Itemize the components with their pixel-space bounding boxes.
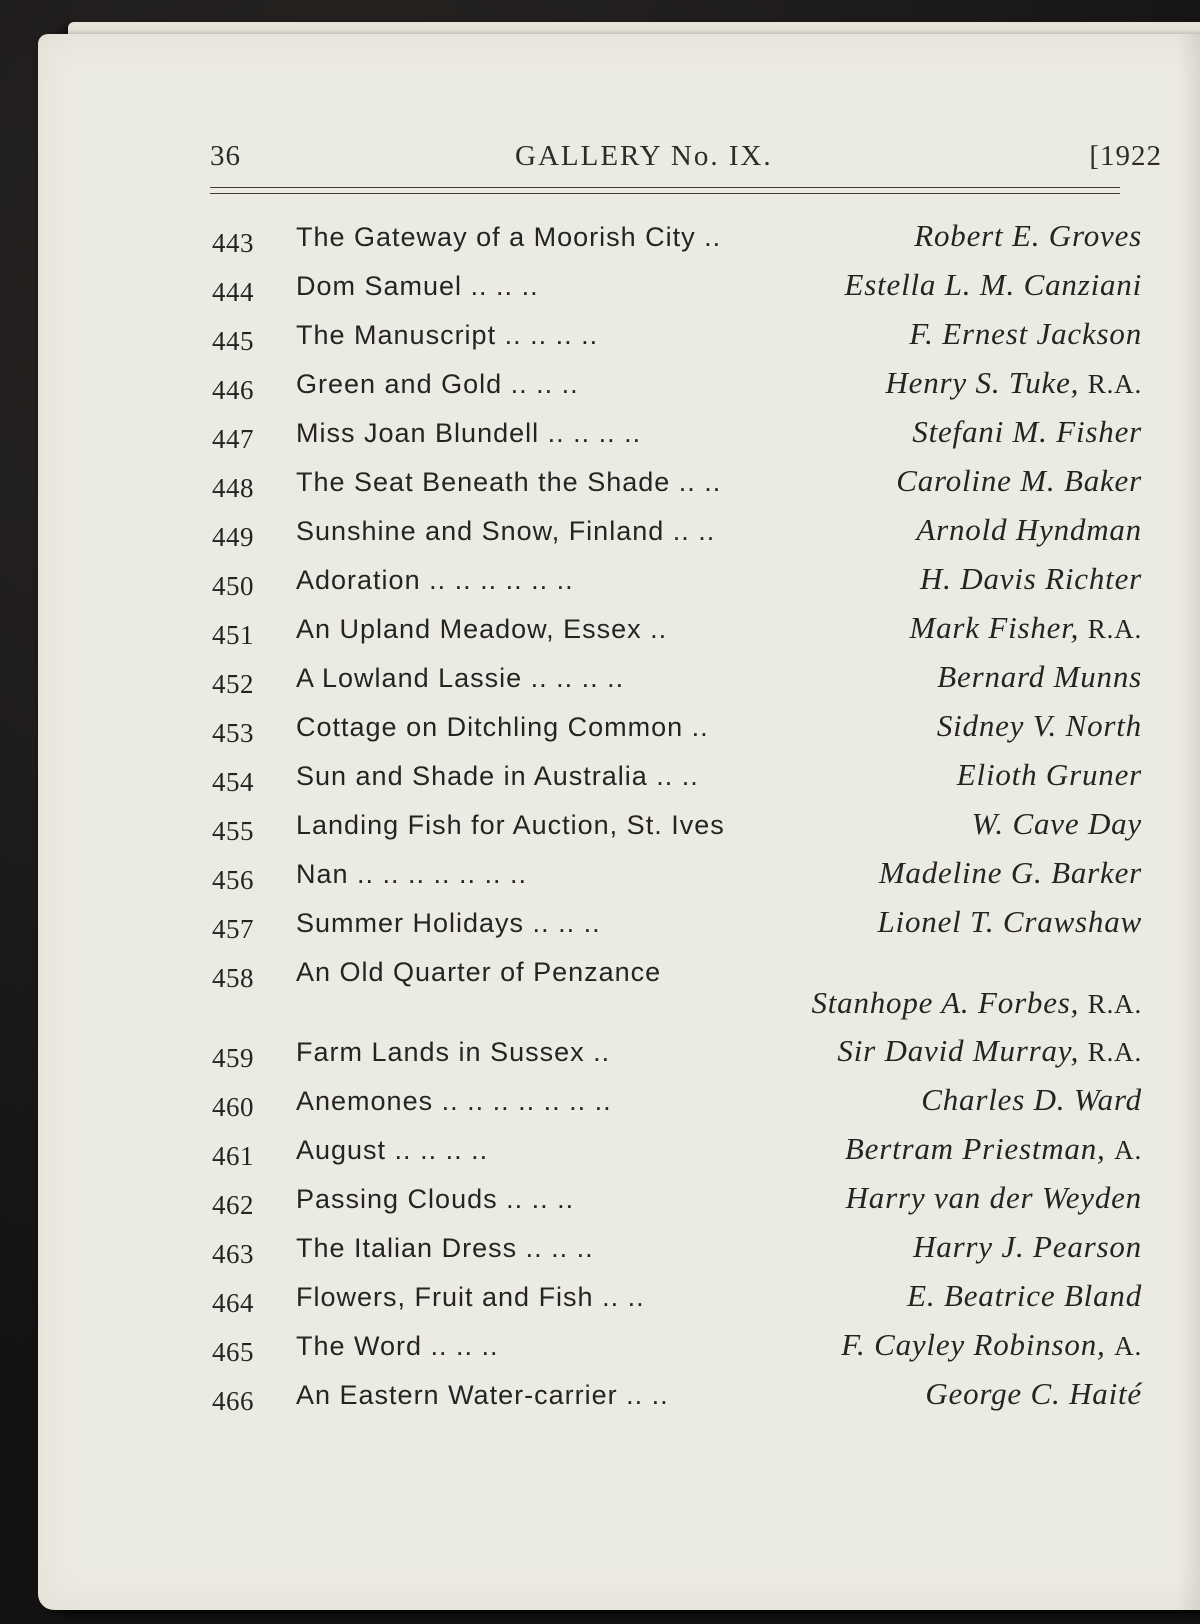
artist-name: F. Ernest Jackson bbox=[909, 316, 1142, 351]
entry-title: A Lowland Lassie .. .. .. .. bbox=[296, 663, 625, 693]
catalogue-entry bbox=[212, 314, 1142, 363]
catalogue-entry bbox=[212, 1276, 1142, 1325]
artist-name: Elioth Gruner bbox=[956, 757, 1142, 792]
artist-name: George C. Haité bbox=[925, 1376, 1142, 1411]
entry-artist bbox=[937, 659, 1142, 695]
artist-name: H. Davis Richter bbox=[919, 561, 1142, 596]
catalogue-entry bbox=[212, 461, 1142, 510]
entry-number: 455 bbox=[212, 816, 254, 846]
entry-artist bbox=[920, 561, 1142, 597]
entry-artist bbox=[957, 757, 1142, 793]
entry-title: Green and Gold .. .. .. bbox=[296, 369, 579, 399]
entry-number: 452 bbox=[212, 669, 254, 699]
entry-number: 456 bbox=[212, 865, 254, 895]
entry-number: 462 bbox=[212, 1190, 254, 1220]
catalogue-entry bbox=[212, 951, 1142, 1031]
artist-name: Harry J. Pearson bbox=[913, 1229, 1142, 1264]
artist-name: Lionel T. Crawshaw bbox=[877, 904, 1142, 939]
entry-title: Nan .. .. .. .. .. .. .. bbox=[296, 859, 528, 889]
artist-honour: R.A. bbox=[1087, 369, 1142, 399]
entry-artist bbox=[914, 218, 1142, 254]
catalogue-entry bbox=[212, 706, 1142, 755]
artist-name: Madeline G. Barker bbox=[878, 855, 1142, 890]
page-number: 36 bbox=[210, 140, 241, 172]
entry-title: Summer Holidays .. .. .. bbox=[296, 908, 601, 938]
catalogue-entry bbox=[212, 1031, 1142, 1080]
artist-honour: A. bbox=[1114, 1331, 1142, 1361]
entry-artist bbox=[909, 610, 1142, 646]
catalogue-entry bbox=[212, 853, 1142, 902]
artist-name: W. Cave Day bbox=[971, 806, 1142, 841]
catalogue-entry bbox=[212, 412, 1142, 461]
catalogue-entry bbox=[212, 1325, 1142, 1374]
artist-honour: A. bbox=[1114, 1135, 1142, 1165]
entry-title: Dom Samuel .. .. .. bbox=[296, 271, 539, 301]
entry-artist bbox=[972, 806, 1142, 842]
entry-title: The Italian Dress .. .. .. bbox=[296, 1233, 594, 1263]
catalogue-entry bbox=[212, 1129, 1142, 1178]
entry-number: 465 bbox=[212, 1337, 254, 1367]
artist-name: Arnold Hyndman bbox=[916, 512, 1142, 547]
entry-artist bbox=[907, 1278, 1142, 1314]
entry-artist bbox=[837, 1033, 1142, 1069]
artist-name: Bertram Priestman, bbox=[844, 1131, 1106, 1166]
entry-artist bbox=[916, 512, 1142, 548]
catalogue-entry bbox=[212, 902, 1142, 951]
artist-honour: R.A. bbox=[1087, 1037, 1142, 1067]
artist-name: Mark Fisher, bbox=[909, 610, 1080, 645]
artist-name: Stefani M. Fisher bbox=[912, 414, 1142, 449]
entry-number: 460 bbox=[212, 1092, 254, 1122]
catalogue-entry bbox=[212, 657, 1142, 706]
entry-artist bbox=[845, 1131, 1142, 1167]
entry-title: The Manuscript .. .. .. .. bbox=[296, 320, 599, 350]
artist-name: E. Beatrice Bland bbox=[907, 1278, 1142, 1313]
catalogue-entry bbox=[212, 755, 1142, 804]
catalogue-entry bbox=[212, 608, 1142, 657]
artist-honour: R.A. bbox=[1087, 989, 1142, 1019]
artist-name: Charles D. Ward bbox=[921, 1082, 1142, 1117]
entry-title: Adoration .. .. .. .. .. .. bbox=[296, 565, 574, 595]
entry-number: 448 bbox=[212, 473, 254, 503]
entry-artist bbox=[846, 1180, 1142, 1216]
catalogue-entry bbox=[212, 559, 1142, 608]
artist-name: Sidney V. North bbox=[936, 708, 1142, 743]
catalogue-entry bbox=[212, 1080, 1142, 1129]
entry-number: 466 bbox=[212, 1386, 254, 1416]
catalogue-entry bbox=[212, 1374, 1142, 1423]
entry-number: 453 bbox=[212, 718, 254, 748]
entry-number: 445 bbox=[212, 326, 254, 356]
entry-number: 457 bbox=[212, 914, 254, 944]
entry-artist bbox=[879, 855, 1142, 891]
artist-honour: R.A. bbox=[1087, 614, 1142, 644]
entry-title: Miss Joan Blundell .. .. .. .. bbox=[296, 418, 642, 448]
catalogue-entry bbox=[212, 216, 1142, 265]
entry-artist bbox=[811, 985, 1142, 1021]
artist-name: F. Cayley Robinson, bbox=[841, 1327, 1106, 1362]
header-rule-top bbox=[210, 187, 1120, 188]
entry-title: Cottage on Ditchling Common .. bbox=[296, 712, 709, 742]
catalogue-entry bbox=[212, 510, 1142, 559]
entry-artist bbox=[912, 414, 1142, 450]
catalogue-entry bbox=[212, 1227, 1142, 1276]
entry-title: Sunshine and Snow, Finland .. .. bbox=[296, 516, 716, 546]
entry-artist bbox=[841, 1327, 1142, 1363]
entry-number: 464 bbox=[212, 1288, 254, 1318]
artist-name: Caroline M. Baker bbox=[896, 463, 1142, 498]
entry-title: Passing Clouds .. .. .. bbox=[296, 1184, 575, 1214]
entry-number: 449 bbox=[212, 522, 254, 552]
entry-artist bbox=[937, 708, 1142, 744]
catalogue-entry bbox=[212, 265, 1142, 314]
artist-name: Estella L. M. Canziani bbox=[844, 267, 1142, 302]
catalogue-list bbox=[212, 216, 1142, 1423]
entry-title: Flowers, Fruit and Fish .. .. bbox=[296, 1282, 645, 1312]
entry-title: The Gateway of a Moorish City .. bbox=[296, 222, 722, 252]
entry-title: An Eastern Water-carrier .. .. bbox=[296, 1380, 669, 1410]
artist-name: Robert E. Groves bbox=[914, 218, 1142, 253]
entry-number: 461 bbox=[212, 1141, 254, 1171]
entry-number: 450 bbox=[212, 571, 254, 601]
header-rule-bottom bbox=[210, 193, 1120, 194]
entry-artist bbox=[878, 904, 1142, 940]
entry-number: 458 bbox=[212, 963, 254, 993]
entry-artist bbox=[909, 316, 1142, 352]
entry-number: 454 bbox=[212, 767, 254, 797]
artist-name: Harry van der Weyden bbox=[845, 1180, 1142, 1215]
year: [1922 bbox=[1089, 140, 1162, 172]
entry-title: Anemones .. .. .. .. .. .. .. bbox=[296, 1086, 612, 1116]
entry-title: The Seat Beneath the Shade .. .. bbox=[296, 467, 722, 497]
entry-artist bbox=[896, 463, 1142, 499]
artist-name: Sir David Murray, bbox=[837, 1033, 1080, 1068]
entry-artist bbox=[921, 1082, 1142, 1118]
gallery-title: GALLERY No. IX. bbox=[515, 140, 773, 172]
entry-number: 463 bbox=[212, 1239, 254, 1269]
artist-name: Stanhope A. Forbes, bbox=[811, 985, 1080, 1020]
entry-number: 443 bbox=[212, 228, 254, 258]
entry-title: An Upland Meadow, Essex .. bbox=[296, 614, 668, 644]
entry-artist bbox=[845, 267, 1142, 303]
running-head bbox=[210, 140, 1162, 180]
entry-number: 444 bbox=[212, 277, 254, 307]
artist-name: Bernard Munns bbox=[937, 659, 1142, 694]
catalogue-entry bbox=[212, 804, 1142, 853]
artist-name: Henry S. Tuke, bbox=[885, 365, 1080, 400]
entry-title: An Old Quarter of Penzance bbox=[296, 957, 662, 987]
entry-title: The Word .. .. .. bbox=[296, 1331, 499, 1361]
catalogue-entry bbox=[212, 1178, 1142, 1227]
entry-title: August .. .. .. .. bbox=[296, 1135, 489, 1165]
entry-title: Landing Fish for Auction, St. Ives bbox=[296, 810, 725, 840]
entry-artist bbox=[886, 365, 1143, 401]
entry-number: 446 bbox=[212, 375, 254, 405]
entry-number: 451 bbox=[212, 620, 254, 650]
catalogue-entry bbox=[212, 363, 1142, 412]
entry-number: 447 bbox=[212, 424, 254, 454]
entry-number: 459 bbox=[212, 1043, 254, 1073]
entry-artist bbox=[913, 1229, 1142, 1265]
entry-title: Sun and Shade in Australia .. .. bbox=[296, 761, 699, 791]
entry-title: Farm Lands in Sussex .. bbox=[296, 1037, 611, 1067]
entry-artist bbox=[925, 1376, 1142, 1412]
